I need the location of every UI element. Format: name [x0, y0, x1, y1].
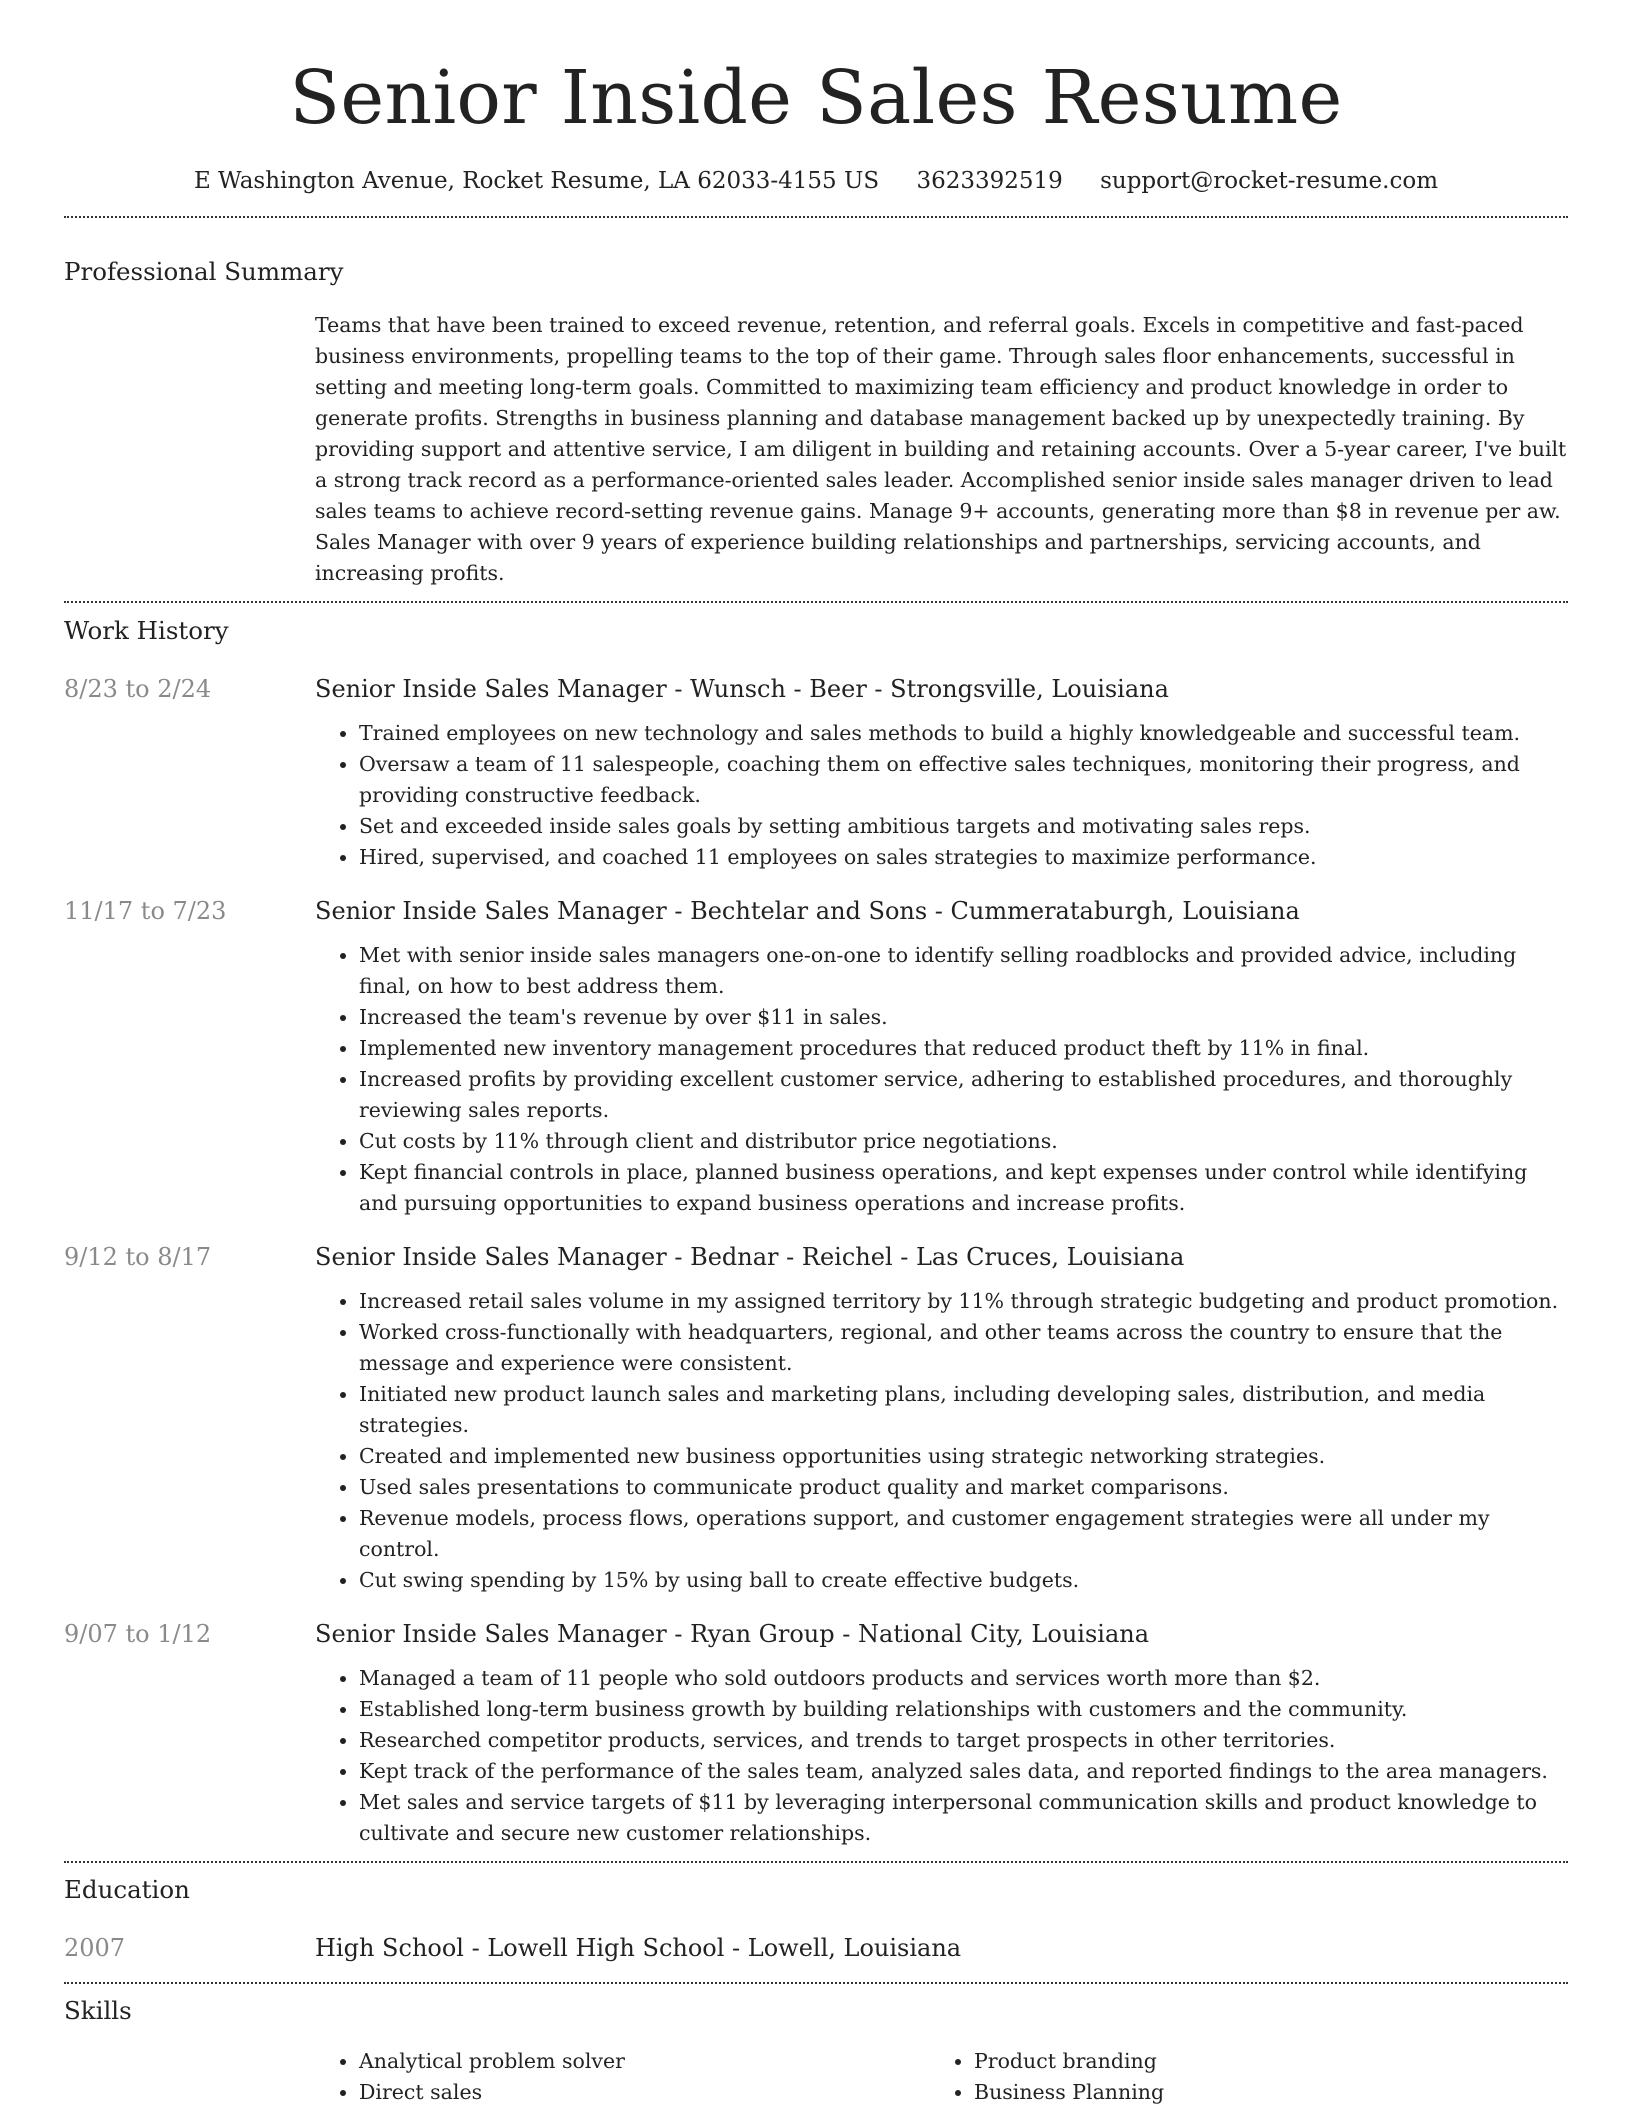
skills-list-col2: [930, 2046, 1545, 2108]
list-item: • Hired, supervised, and coached 11 employees on sales strategies to maximize performance.: [359, 842, 1568, 873]
work-history-heading: Work History: [64, 616, 229, 645]
job-bullets: [315, 940, 1568, 1219]
job-title: Senior Inside Sales Manager - Wunsch - Beer - Strongsville, Louisiana: [315, 675, 1169, 703]
job-dates: 9/07 to 1/12: [64, 1620, 212, 1648]
resume-title: Senior Inside Sales Resume: [289, 55, 1343, 141]
list-item: • Increased the team's revenue by over $11 in sales.: [359, 1002, 1568, 1033]
summary-left-gutter: [64, 310, 315, 589]
list-item: • Met with senior inside sales managers one-on-one to identify selling roadblocks and provided advice, including final, on how to best address them.: [359, 940, 1568, 1002]
list-item: • Increased profits by providing excellent customer service, adhering to established procedures, and thoroughly reviewing sales reports.: [359, 1064, 1568, 1126]
education-heading: Education: [64, 1875, 190, 1904]
divider: [64, 1982, 1568, 1984]
job-entry: [64, 1617, 1568, 1849]
skill-item: • Product branding: [974, 2046, 1545, 2077]
skill-item: • Direct sales: [359, 2077, 930, 2108]
list-item: • Worked cross-functionally with headquarters, regional, and other teams across the country to ensure that the message and experience were consistent.: [359, 1317, 1568, 1379]
list-item: • Trained employees on new technology and sales methods to build a highly knowledgeable and successful team.: [359, 718, 1568, 749]
list-item: • Created and implemented new business opportunities using strategic networking strategies.: [359, 1441, 1568, 1472]
list-item: • Implemented new inventory management procedures that reduced product theft by 11% in final.: [359, 1033, 1568, 1064]
list-item: • Used sales presentations to communicate product quality and market comparisons.: [359, 1472, 1568, 1503]
list-item: • Cut costs by 11% through client and distributor price negotiations.: [359, 1126, 1568, 1157]
job-dates: 11/17 to 7/23: [64, 897, 227, 925]
list-item: • Established long-term business growth by building relationships with customers and the community.: [359, 1694, 1568, 1725]
skill-item: • Analytical problem solver: [359, 2046, 930, 2077]
list-item: • Oversaw a team of 11 salespeople, coaching them on effective sales techniques, monitoring their progress, and providing constructive feedback.: [359, 749, 1568, 811]
summary-row: [64, 310, 1568, 589]
list-item: • Cut swing spending by 15% by using ball to create effective budgets.: [359, 1565, 1568, 1596]
email: support@rocket-resume.com: [1100, 168, 1439, 194]
summary-text: Teams that have been trained to exceed revenue, retention, and referral goals. Excels in competitive and fast-paced business environments, propelling teams to the top of their game. Through sales floor enhancements, successful in setting and meeting long-term goals. Committed to maximizing team efficiency and product knowledge in order to generate profits. Strengths in business planning and database management backed up by unexpectedly training. By providing support and attentive service, I am diligent in building and retaining accounts. Over a 5-year career, I've built a strong track record as a performance-oriented sales leader. Accomplished senior inside sales manager driven to lead sales teams to achieve record-setting revenue gains. Manage 9+ accounts, generating more than $8 in revenue per aw. Sales Manager with over 9 years of experience building relationships and partnerships, servicing accounts, and increasing profits.: [315, 313, 1567, 585]
job-title: Senior Inside Sales Manager - Bednar - Reichel - Las Cruces, Louisiana: [315, 1243, 1185, 1271]
list-item: • Increased retail sales volume in my assigned territory by 11% through strategic budgeting and product promotion.: [359, 1286, 1568, 1317]
list-item: • Revenue models, process flows, operations support, and customer engagement strategies were all under my control.: [359, 1503, 1568, 1565]
list-item: • Kept track of the performance of the sales team, analyzed sales data, and reported findings to the area managers.: [359, 1756, 1568, 1787]
job-entry: [64, 1240, 1568, 1596]
phone: 3623392519: [916, 168, 1063, 194]
list-item: • Set and exceeded inside sales goals by setting ambitious targets and motivating sales reps.: [359, 811, 1568, 842]
skills-left-gutter: [64, 2046, 315, 2108]
list-item: • Kept financial controls in place, planned business operations, and kept expenses under control while identifying and pursuing opportunities to expand business operations and increase profits.: [359, 1157, 1568, 1219]
skills-heading: Skills: [64, 1996, 132, 2025]
list-item: • Met sales and service targets of $11 by leveraging interpersonal communication skills and product knowledge to cultivate and secure new customer relationships.: [359, 1787, 1568, 1849]
skills-row: [64, 2046, 1568, 2108]
education-year: 2007: [64, 1934, 126, 1962]
job-title: Senior Inside Sales Manager - Bechtelar and Sons - Cummerataburgh, Louisiana: [315, 897, 1300, 925]
skills-list-col1: [315, 2046, 930, 2108]
job-bullets: [315, 718, 1568, 873]
contact-line: [64, 166, 1568, 196]
list-item: • Researched competitor products, services, and trends to target prospects in other territories.: [359, 1725, 1568, 1756]
job-entry: [64, 672, 1568, 873]
divider: [64, 1861, 1568, 1863]
list-item: • Managed a team of 11 people who sold outdoors products and services worth more than $2.: [359, 1663, 1568, 1694]
skill-item: • Business Planning: [974, 2077, 1545, 2108]
list-item: • Initiated new product launch sales and marketing plans, including developing sales, distribution, and media strategies.: [359, 1379, 1568, 1441]
education-entry: [64, 1931, 1568, 1965]
summary-heading: Professional Summary: [64, 257, 344, 286]
address: E Washington Avenue, Rocket Resume, LA 62033-4155 US: [193, 168, 880, 194]
job-dates: 9/12 to 8/17: [64, 1243, 212, 1271]
divider: [64, 601, 1568, 603]
divider: [64, 216, 1568, 218]
job-dates: 8/23 to 2/24: [64, 675, 212, 703]
job-entry: [64, 894, 1568, 1219]
education-title: High School - Lowell High School - Lowell, Louisiana: [315, 1934, 962, 1962]
job-title: Senior Inside Sales Manager - Ryan Group - National City, Louisiana: [315, 1620, 1150, 1648]
job-bullets: [315, 1286, 1568, 1596]
job-bullets: [315, 1663, 1568, 1849]
